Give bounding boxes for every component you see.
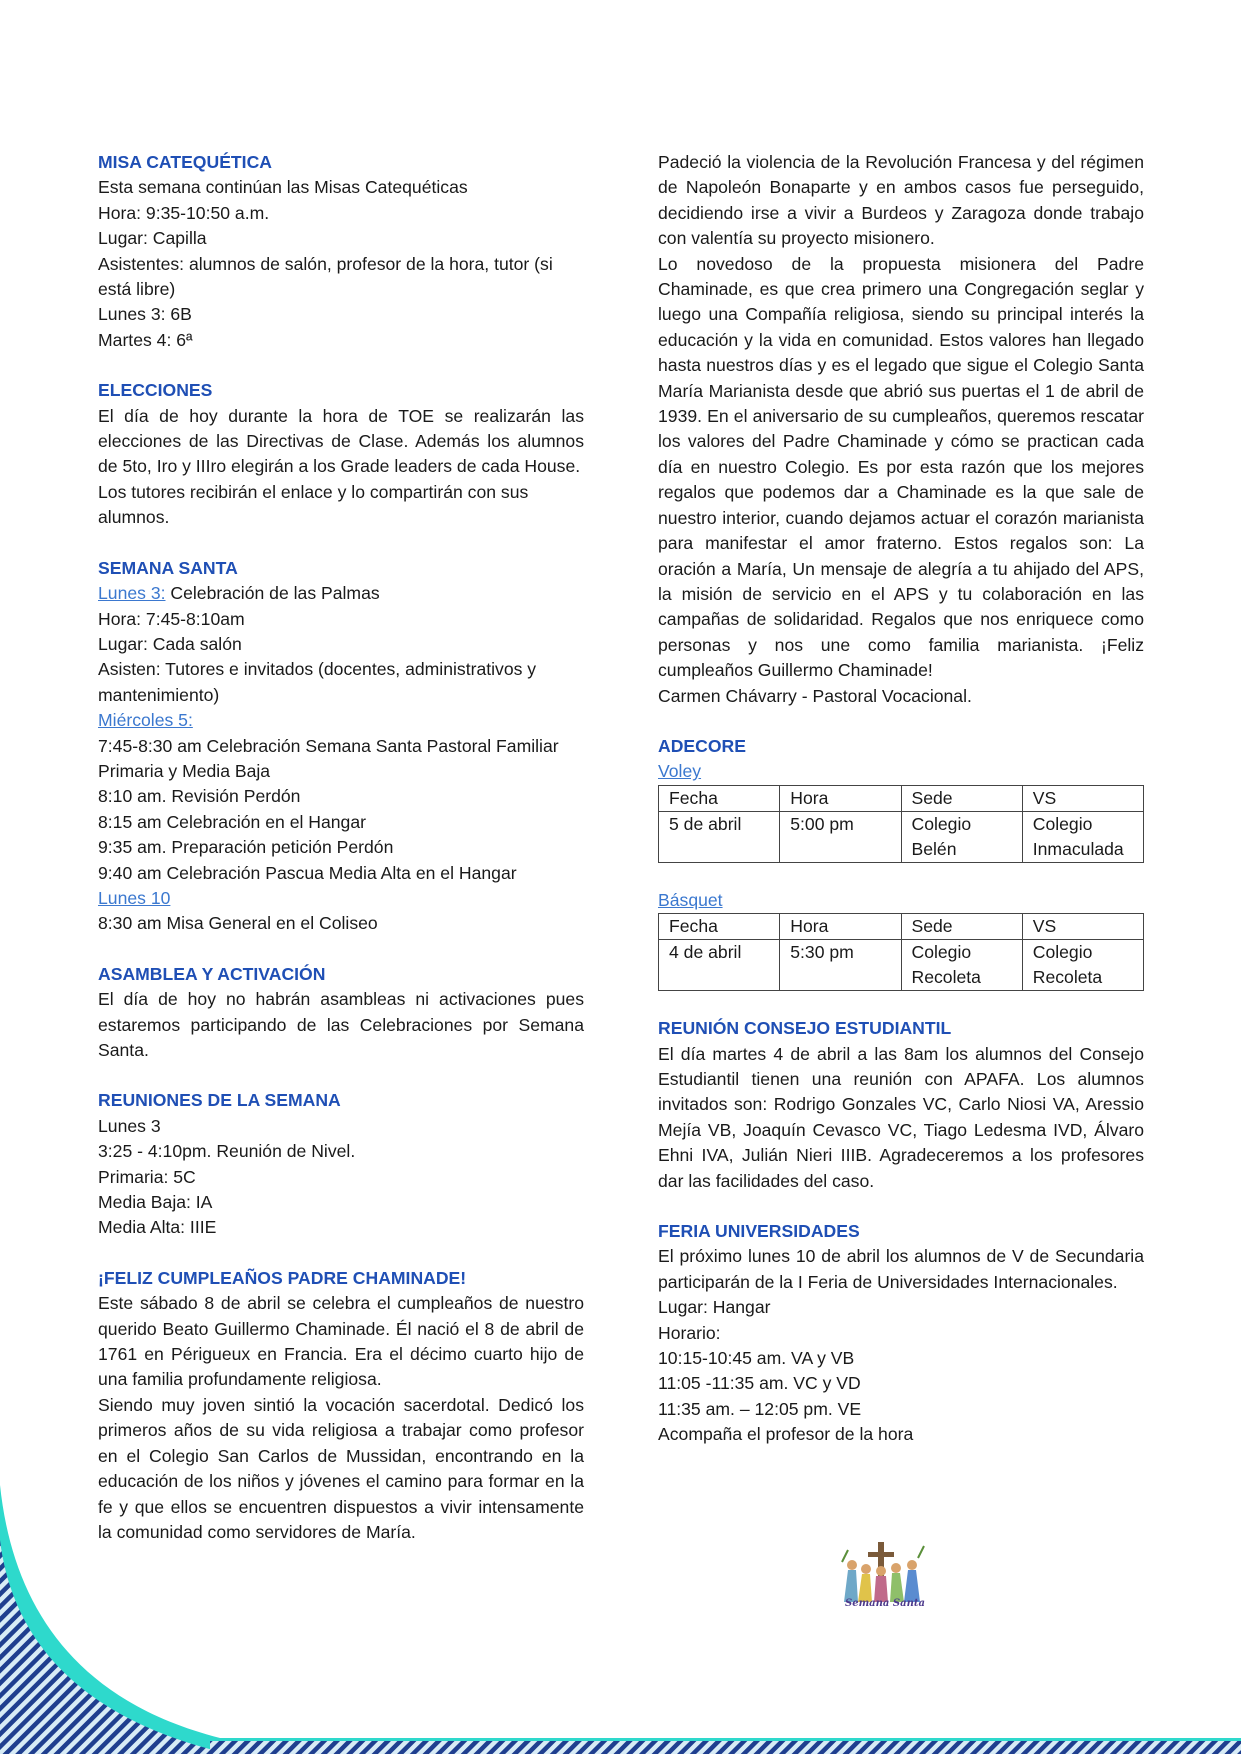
logo-caption: Semana Santa	[845, 1598, 925, 1609]
text-line: Esta semana continúan las Misas Catequéticas	[98, 177, 468, 198]
text-line: 9:40 am Celebración Pascua Media Alta en el Hangar	[98, 862, 517, 883]
paragraph: Siendo muy joven sintió la vocación sacerdotal. Dedicó los primeros años de su vida religiosa a trabajar como profesor en el Colegio San Carlos de Mussidan, encontrando en la educación de los niños y jóvenes el camino para formar en la fe y que ellos se encuentren dispuestos a vivir intensamente la comunidad como servidores de María.	[98, 1394, 584, 1542]
table-header-cell: VS	[1022, 785, 1143, 811]
text-line: Lugar: Cada salón	[98, 633, 242, 654]
miercoles5-link[interactable]: Miércoles 5:	[98, 710, 193, 731]
lunes3-text: Celebración de las Palmas	[165, 583, 380, 604]
text-line: Martes 4: 6ª	[98, 329, 193, 350]
table-row	[659, 940, 1144, 991]
table-cell: 4 de abril	[659, 940, 780, 991]
text-line: Asisten: Tutores e invitados (docentes, administrativos y mantenimiento)	[98, 659, 537, 705]
table-cell: Colegio Recoleta	[1022, 940, 1143, 991]
text-line: Horario:	[658, 1322, 721, 1343]
paragraph: Este sábado 8 de abril se celebra el cumpleaños de nuestro querido Beato Guillermo Chaminade. Él nació el 8 de abril de 1761 en Périgueux en Francia. Era el décimo cuarto hijo de una familia profundamente religiosa.	[98, 1293, 584, 1390]
basquet-table	[658, 913, 1144, 991]
table-header-cell: VS	[1022, 914, 1143, 940]
section-misa-catequetica	[98, 150, 584, 353]
paragraph: El próximo lunes 10 de abril los alumnos de V de Secundaria participarán de la I Feria de Universidades Internacionales.	[658, 1246, 1144, 1292]
table-cell: 5:30 pm	[780, 940, 901, 991]
paragraph: El día de hoy durante la hora de TOE se realizarán las elecciones de las Directivas de Clase. Además los alumnos de 5to, Iro y IIIro elegirán a los Grade leaders de cada House.	[98, 405, 584, 477]
text-line: Asistentes: alumnos de salón, profesor de la hora, tutor (si está libre)	[98, 253, 553, 300]
section-title: ¡FELIZ CUMPLEAÑOS PADRE CHAMINADE!	[98, 1267, 467, 1288]
text-line	[658, 759, 1144, 784]
table-header-row	[659, 914, 1144, 940]
section-semana-santa	[98, 556, 584, 937]
text-line: 10:15-10:45 am. VA y VB	[658, 1348, 855, 1369]
lunes10-link[interactable]: Lunes 10	[98, 887, 171, 908]
table-header-cell: Hora	[780, 785, 901, 811]
text-line: Media Alta: IIIE	[98, 1217, 217, 1238]
section-title: SEMANA SANTA	[98, 557, 238, 578]
text-line: Lunes 3	[98, 1115, 161, 1136]
section-adecore	[658, 734, 1144, 991]
text-line: Media Baja: IA	[98, 1192, 213, 1213]
section-title: MISA CATEQUÉTICA	[98, 152, 272, 172]
lunes3-link[interactable]: Lunes 3:	[98, 583, 166, 604]
section-feria-universidades	[658, 1219, 1144, 1448]
table-header-cell: Fecha	[659, 785, 780, 811]
section-cumpleanos-right	[658, 150, 1144, 709]
table-header-row	[659, 785, 1144, 811]
table-header-cell: Hora	[780, 914, 901, 940]
text-line: Hora: 9:35-10:50 a.m.	[98, 202, 270, 223]
section-cumpleanos-left	[98, 1266, 584, 1545]
text-line: 3:25 - 4:10pm. Reunión de Nivel.	[98, 1141, 356, 1162]
section-title: ELECCIONES	[98, 380, 213, 401]
section-reuniones	[98, 1088, 584, 1240]
section-asamblea	[98, 962, 584, 1064]
table-cell: 5 de abril	[659, 811, 780, 862]
section-title: ADECORE	[658, 735, 746, 756]
voley-link[interactable]: Voley	[658, 761, 702, 782]
basquet-link[interactable]: Básquet	[658, 889, 723, 910]
voley-table	[658, 785, 1144, 863]
text-line	[98, 581, 584, 606]
section-consejo-estudiantil	[658, 1016, 1144, 1194]
paragraph: Lo novedoso de la propuesta misionera del Padre Chaminade, es que crea primero una Congregación seglar y luego una Compañía religiosa, siendo su principal interés la educación y la vida en comunidad. Estos valores han llegado hasta nuestros días y es el legado que sigue el Colegio Santa María Marianista desde que abrió sus puertas el 1 de abril de 1939. En el aniversario de su cumpleaños, queremos rescatar los valores del Padre Chaminade y cómo se practican cada día en nuestro Colegio. Es por esta razón que los mejores regalos que podemos dar a Chaminade es la que sale de nuestro interior, cuando dejamos actuar el corazón marianista para manifestar el amor fraterno. Estos regalos son: La oración a María, Un mensaje de alegría a tu ahijado del APS, la misión de servicio en el APS y tu colaboración en las campañas de solidaridad. Regalos que nos enriquece como personas y nos une como familia marianista. ¡Feliz cumpleaños Guillermo Chaminade!	[658, 253, 1144, 681]
table-row	[659, 811, 1144, 862]
text-line: Acompaña el profesor de la hora	[658, 1424, 914, 1445]
table-header-cell: Fecha	[659, 914, 780, 940]
right-column	[658, 150, 1144, 1448]
left-column	[98, 150, 584, 1545]
text-line	[98, 886, 584, 911]
text-line: Lugar: Hangar	[658, 1297, 771, 1318]
text-line: Lugar: Capilla	[98, 228, 207, 249]
paragraph: El día martes 4 de abril a las 8am los alumnos del Consejo Estudiantil tienen una reunión con APAFA. Los alumnos invitados son: Rodrigo Gonzales VC, Carlo Niosi VA, Aressio Mejía VB, Joaquín Cevasco VC, Tiago Ledesma IVD, Álvaro Ehni IVA, Julián Nieri IIIB. Agradeceremos a los profesores dar las facilidades del caso.	[658, 1043, 1144, 1191]
table-cell: Colegio Inmaculada	[1022, 811, 1143, 862]
table-header-cell: Sede	[901, 785, 1022, 811]
text-line	[658, 888, 1144, 913]
table-cell: Colegio Belén	[901, 811, 1022, 862]
text-line: Hora: 7:45-8:10am	[98, 608, 245, 629]
section-title: REUNIONES DE LA SEMANA	[98, 1090, 341, 1111]
text-line: 11:35 am. – 12:05 pm. VE	[658, 1398, 862, 1419]
section-title: FERIA UNIVERSIDADES	[658, 1221, 860, 1241]
text-line: 7:45-8:30 am Celebración Semana Santa Pastoral Familiar Primaria y Media Baja	[98, 735, 559, 781]
text-line	[98, 708, 584, 733]
text-line: 11:05 -11:35 am. VC y VD	[658, 1373, 861, 1394]
section-title: ASAMBLEA Y ACTIVACIÓN	[98, 963, 326, 984]
text-line: 8:10 am. Revisión Perdón	[98, 786, 301, 807]
text-line: 8:15 am Celebración en el Hangar	[98, 811, 366, 832]
table-cell: Colegio Recoleta	[901, 940, 1022, 991]
text-line: Primaria: 5C	[98, 1166, 196, 1187]
text-line: 8:30 am Misa General en el Coliseo	[98, 913, 378, 934]
text-line: Lunes 3: 6B	[98, 304, 192, 325]
signature: Carmen Chávarry - Pastoral Vocacional.	[658, 685, 972, 706]
section-title: REUNIÓN CONSEJO ESTUDIANTIL	[658, 1018, 952, 1039]
paragraph: Los tutores recibirán el enlace y lo compartirán con sus alumnos.	[98, 481, 529, 528]
text-line: 9:35 am. Preparación petición Perdón	[98, 837, 394, 858]
paragraph: Padeció la violencia de la Revolución Francesa y del régimen de Napoleón Bonaparte y en ambos casos fue perseguido, decidiendo irse a vivir a Burdeos y Zaragoza donde trabajo con valentía su proyecto misionero.	[658, 152, 1144, 249]
paragraph: El día de hoy no habrán asambleas ni activaciones pues estaremos participando de las Celebraciones por Semana Santa.	[98, 989, 584, 1060]
table-cell: 5:00 pm	[780, 811, 901, 862]
table-header-cell: Sede	[901, 914, 1022, 940]
section-elecciones	[98, 378, 584, 530]
